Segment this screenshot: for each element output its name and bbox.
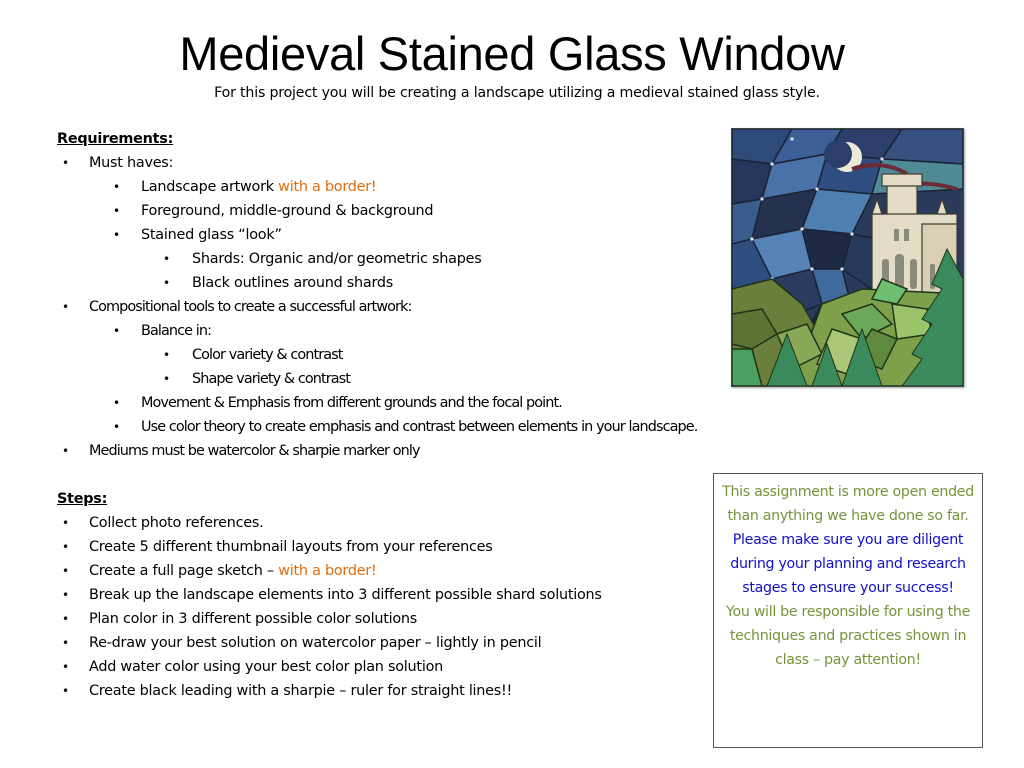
requirement-item: • Foreground, middle-ground & background [141, 199, 433, 223]
bullet-icon: • [113, 228, 120, 242]
requirement-item: • Landscape artwork with a border! [141, 175, 376, 199]
note-open-ended: This assignment is more open ended than anything we have done so far. [722, 484, 974, 524]
requirement-item: • Compositional tools to create a successful artwork: [89, 295, 411, 319]
bullet-icon: • [163, 252, 170, 266]
requirement-item: • Shards: Organic and/or geometric shapes [192, 247, 481, 271]
stained-glass-example-image [731, 128, 964, 387]
bullet-icon: • [62, 444, 69, 458]
step-item: • Collect photo references. [89, 511, 263, 535]
border-highlight: with a border! [278, 179, 377, 195]
page-title: Medieval Stained Glass Window [179, 27, 845, 80]
requirement-item: • Balance in: [141, 319, 211, 343]
border-highlight: with a border! [278, 563, 377, 579]
bullet-icon: • [62, 300, 69, 314]
bullet-icon: • [113, 324, 120, 338]
step-item: • Add water color using your best color plan solution [89, 655, 443, 679]
steps-heading: Steps: [57, 491, 108, 507]
bullet-icon: • [62, 588, 69, 602]
bullet-icon: • [62, 540, 69, 554]
step-item: • Create a full page sketch – with a border! [89, 559, 377, 583]
bullet-icon: • [62, 612, 69, 626]
requirement-item: • Color variety & contrast [192, 343, 343, 367]
note-diligent: Please make sure you are diligent during your planning and research stages to ensure your success! [730, 532, 966, 596]
requirements-heading: Requirements: [57, 131, 174, 147]
bullet-icon: • [113, 396, 120, 410]
requirement-item: • Movement & Emphasis from different grounds and the focal point. [141, 391, 562, 415]
requirement-item: • Black outlines around shards [192, 271, 393, 295]
step-item: • Break up the landscape elements into 3 different possible shard solutions [89, 583, 602, 607]
step-item: • Plan color in 3 different possible color solutions [89, 607, 417, 631]
bullet-icon: • [62, 636, 69, 650]
bullet-icon: • [62, 516, 69, 530]
bullet-icon: • [62, 564, 69, 578]
step-item: • Create 5 different thumbnail layouts from your references [89, 535, 493, 559]
note-responsible: You will be responsible for using the techniques and practices shown in class – pay attention! [725, 604, 971, 668]
bullet-icon: • [113, 180, 120, 194]
instructor-note-box [713, 473, 983, 748]
page-subtitle: For this project you will be creating a landscape utilizing a medieval stained glass style. [214, 85, 820, 101]
step-item: • Create black leading with a sharpie – ruler for straight lines!! [89, 679, 512, 703]
requirement-item: • Stained glass “look” [141, 223, 282, 247]
requirement-item: • Shape variety & contrast [192, 367, 350, 391]
bullet-icon: • [113, 204, 120, 218]
step-item: • Re-draw your best solution on watercolor paper – lightly in pencil [89, 631, 541, 655]
bullet-icon: • [163, 276, 170, 290]
requirement-item: • Mediums must be watercolor & sharpie marker only [89, 439, 420, 463]
bullet-icon: • [62, 156, 69, 170]
bullet-icon: • [163, 372, 170, 386]
bullet-icon: • [62, 660, 69, 674]
bullet-icon: • [113, 420, 120, 434]
requirement-item: • Must haves: [89, 151, 173, 175]
stained-glass-artwork-icon [732, 129, 963, 386]
bullet-icon: • [163, 348, 170, 362]
requirement-item: • Use color theory to create emphasis and contrast between elements in your landscape. [141, 415, 697, 439]
bullet-icon: • [62, 684, 69, 698]
